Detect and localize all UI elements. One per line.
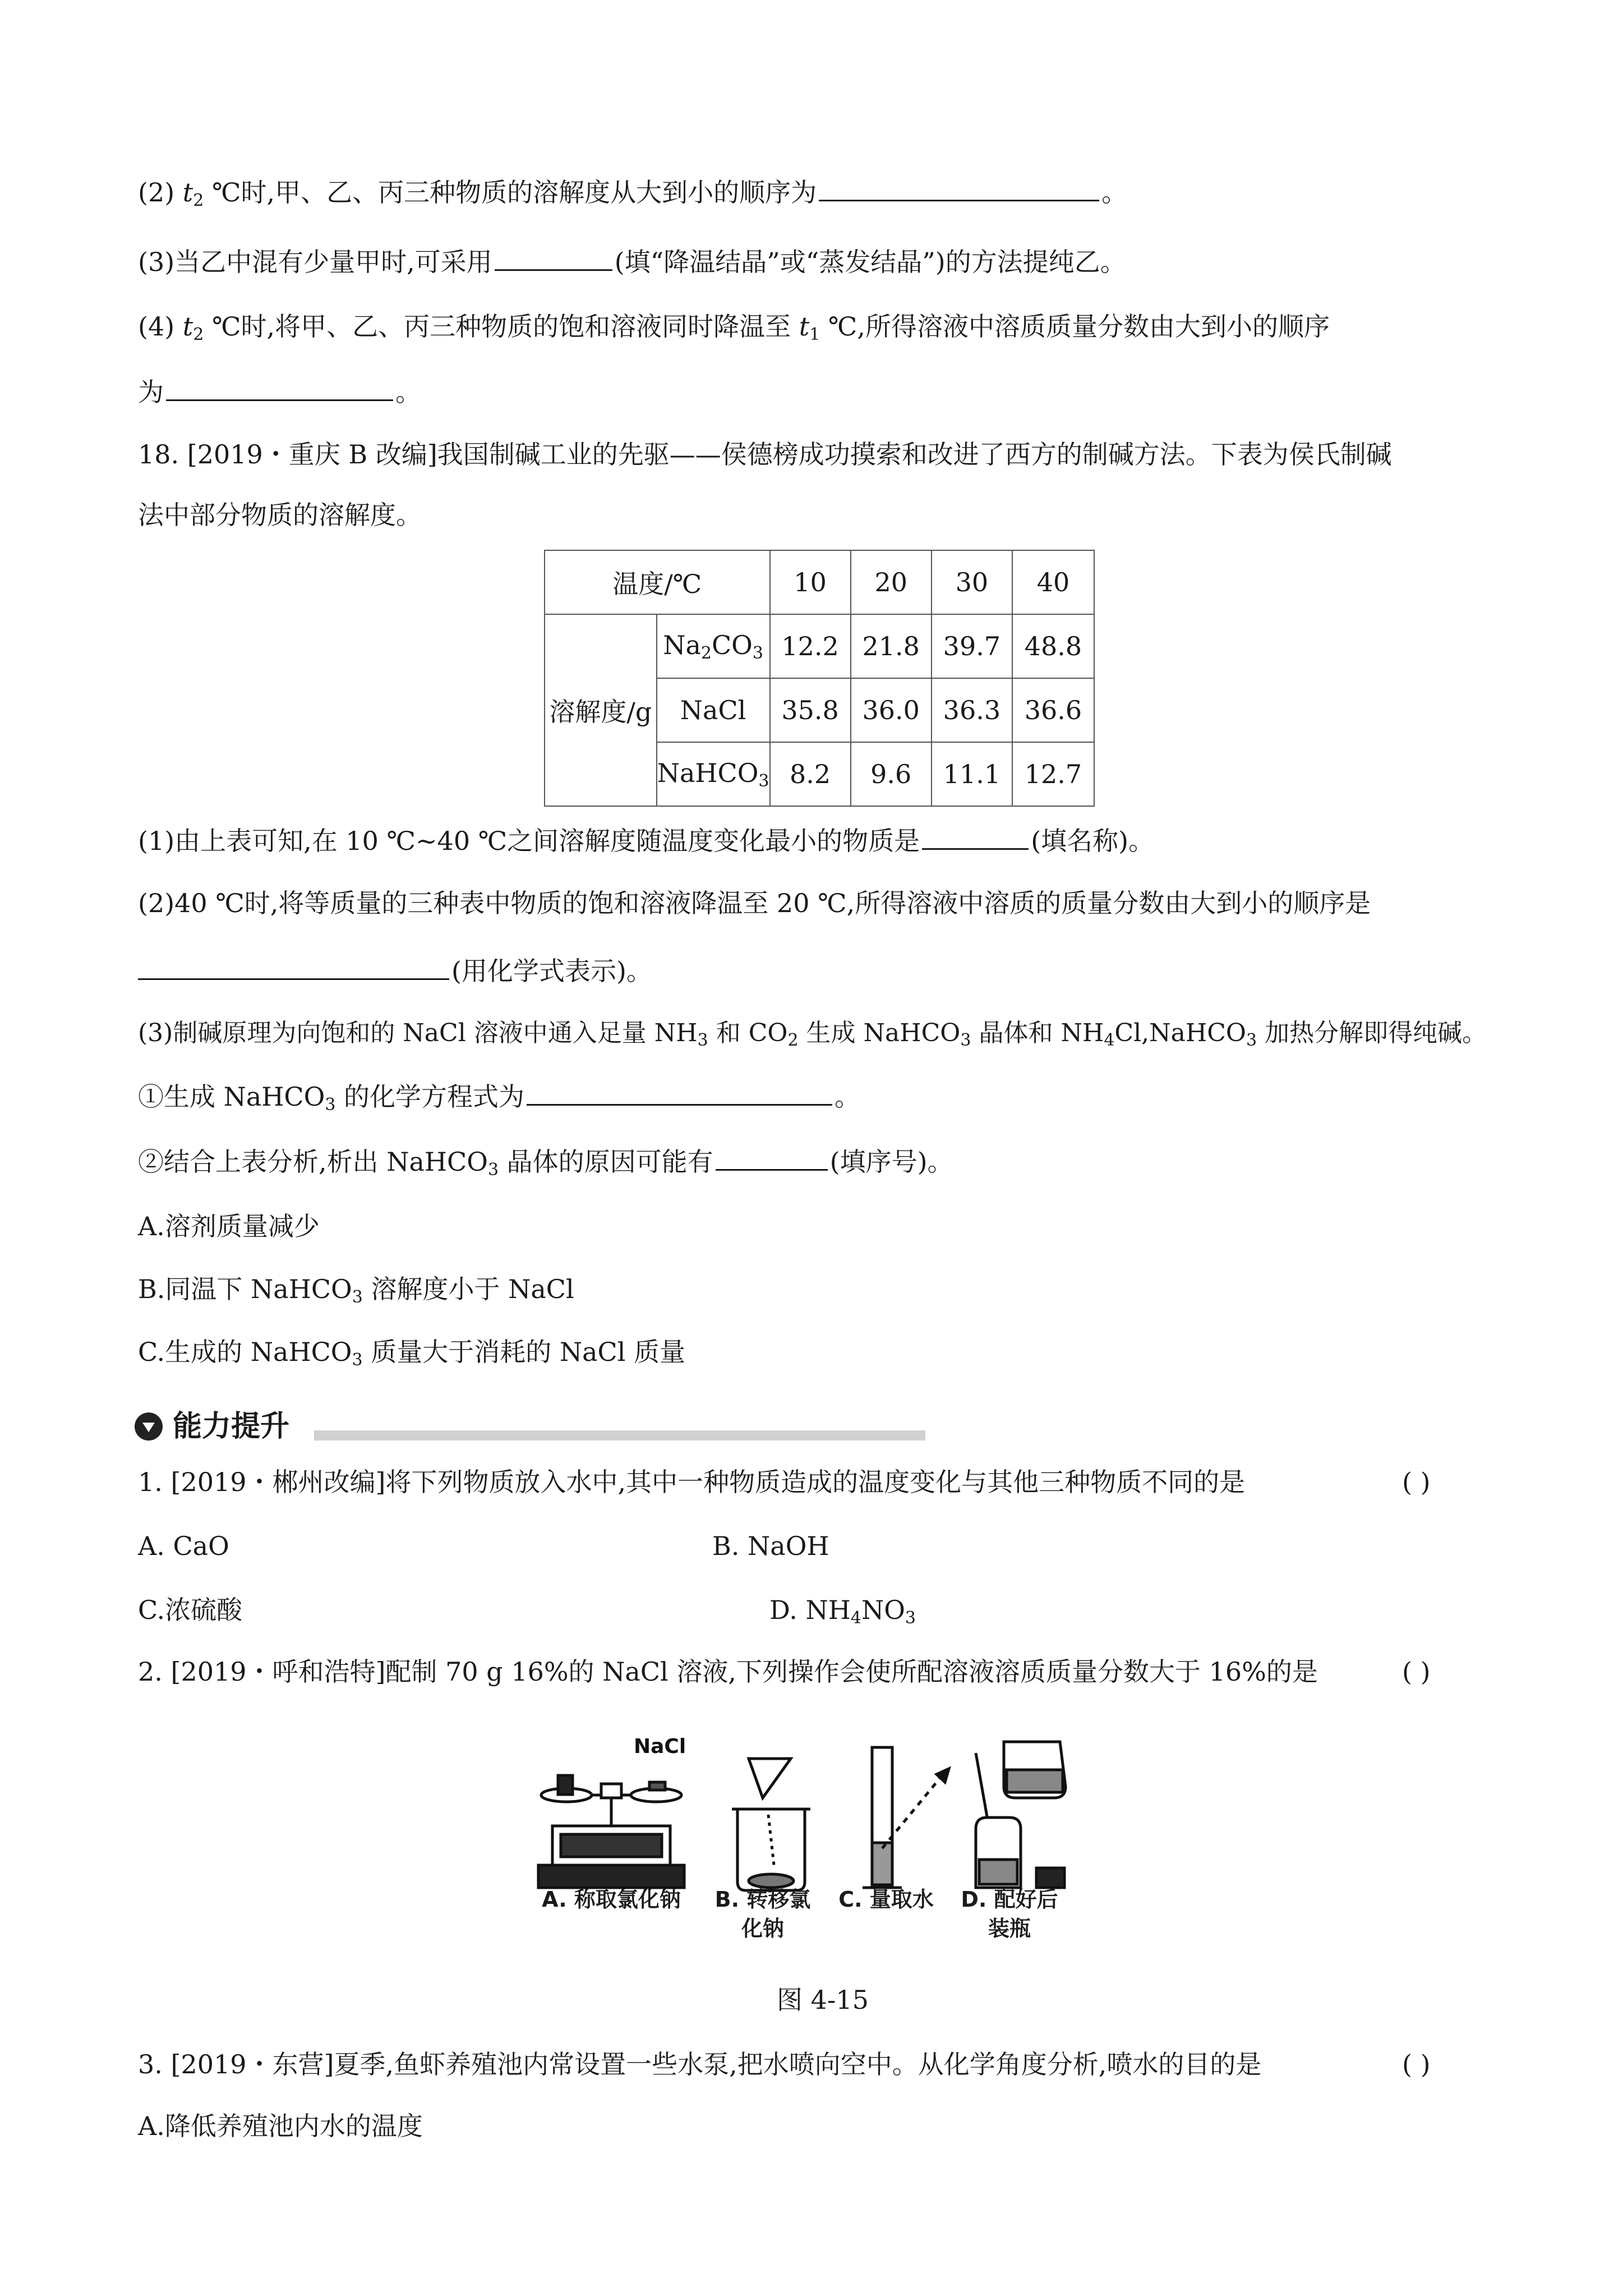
table-header-cell: 30 <box>932 550 1012 614</box>
triangle-down-icon <box>135 1412 163 1441</box>
balance-scale-icon <box>538 1775 684 1888</box>
question-18-part-3: (3)制碱原理为向饱和的 NaCl 溶液中通入足量 $NH_3$ 和 $CO_2$ 生成 NaHCO$_3$ 晶体和 $NH_4Cl,NaHCO_3$ 加热分解即得纯碱。 <box>138 1019 1487 1050</box>
table-cell: 36.6 <box>1012 678 1094 742</box>
table-cell: 39.7 <box>932 614 1012 678</box>
table-header-cell: 10 <box>770 550 851 614</box>
option-a: A.降低养殖池内水的温度 <box>138 2111 423 2141</box>
answer-blank[interactable] <box>819 175 1099 201</box>
table-cell: 8.2 <box>770 742 851 806</box>
question-18-item-1: ①生成 NaHCO$_3$ 的化学方程式为 。 <box>138 1079 860 1122</box>
section-title: 能力提升 <box>173 1410 290 1443</box>
option-d: D. $NH_4NO_3$ <box>769 1595 916 1628</box>
answer-paren[interactable]: ( ) <box>1402 2049 1431 2079</box>
table-row <box>545 614 1094 678</box>
problem-1-stem: 1. [2019・郴州改编]将下列物质放入水中,其中一种物质造成的温度变化与其他三种物质不同的是 <box>138 1467 1246 1497</box>
answer-blank[interactable] <box>922 823 1029 850</box>
table-cell: 9.6 <box>851 742 932 806</box>
figure-label-a: A. 称取氯化钠 <box>542 1887 681 1912</box>
table-cell: 36.0 <box>851 678 932 742</box>
table-header-cell: 40 <box>1012 550 1094 614</box>
table-header-cell: 20 <box>851 550 932 614</box>
problem-3-stem: 3. [2019・东营]夏季,鱼虾养殖池内常设置一些水泵,把水喷向空中。从化学角度分析,喷水的目的是 <box>138 2049 1262 2079</box>
question-18-part-2: (2)40 ℃时,将等质量的三种表中物质的饱和溶液降温至 20 ℃,所得溶液中溶质的质量分数由大到小的顺序是 <box>138 888 1371 918</box>
option-b: B. NaOH <box>712 1531 829 1561</box>
table-header-row <box>545 550 1094 614</box>
answer-paren[interactable]: ( ) <box>1402 1467 1431 1497</box>
table-cell: 21.8 <box>851 614 932 678</box>
lab-operations-figure <box>527 1731 1088 1899</box>
option-c: C.浓硫酸 <box>138 1595 243 1625</box>
figure-label-d: D. 配好后 装瓶 <box>961 1887 1058 1941</box>
option-c: C.生成的 NaHCO$_3$ 质量大于消耗的 NaCl 质量 <box>138 1337 686 1370</box>
solubility-table <box>544 550 1095 807</box>
option-a: A.溶剂质量减少 <box>138 1211 320 1241</box>
figure-label-b: B. 转移氯 化钠 <box>714 1887 811 1941</box>
substance-cell: NaCl <box>657 678 770 742</box>
question-18-stem: 18. [2019・重庆 B 改编]我国制碱工业的先驱——侯德榜成功摸索和改进了西方的制碱方法。下表为侯氏制碱 <box>138 439 1392 470</box>
graduated-cylinder-icon <box>863 1747 949 1888</box>
table-cell: 35.8 <box>770 678 851 742</box>
answer-blank[interactable] <box>495 245 612 271</box>
table-header-label: 温度/℃ <box>545 550 770 614</box>
question-18-item-2: ②结合上表分析,析出 NaHCO$_3$ 晶体的原因可能有 (填序号)。 <box>138 1144 953 1187</box>
figure-caption: 图 4-15 <box>777 1985 869 2015</box>
option-b: B.同温下 NaHCO$_3$ 溶解度小于 NaCl <box>138 1274 574 1307</box>
figure-label-c: C. 量取水 <box>838 1887 934 1912</box>
question-17-part-4-cont: 为 。 <box>138 375 421 409</box>
beaker-icon <box>732 1759 810 1890</box>
substance-cell: $Na_2CO_3$ <box>657 614 770 678</box>
table-cell: 11.1 <box>932 742 1012 806</box>
option-a: A. CaO <box>138 1531 229 1561</box>
question-17-part-2: (2) $t_2$ ℃时,甲、乙、丙三种物质的溶解度从大到小的顺序为 。 <box>138 175 1127 218</box>
question-18-part-1: (1)由上表可知,在 10 ℃~40 ℃之间溶解度随温度变化最小的物质是 (填名称)。 <box>138 823 1154 858</box>
bottle-pouring-icon <box>976 1742 1066 1888</box>
problem-2-stem: 2. [2019・呼和浩特]配制 70 g 16%的 NaCl 溶液,下列操作会使所配溶液溶质质量分数大于 16%的是 <box>138 1657 1318 1687</box>
answer-paren[interactable]: ( ) <box>1402 1657 1431 1687</box>
question-17-part-4: (4) $t_2$ ℃时,将甲、乙、丙三种物质的饱和溶液同时降温至 $t_1$ ℃,所得溶液中溶质质量分数由大到小的顺序 <box>138 311 1330 344</box>
answer-blank[interactable] <box>166 375 393 401</box>
nacl-label: NaCl <box>634 1735 686 1758</box>
section-divider <box>314 1430 925 1441</box>
table-cell: 36.3 <box>932 678 1012 742</box>
table-cell: 12.7 <box>1012 742 1094 806</box>
table-row-label: 溶解度/g <box>545 614 657 806</box>
question-18-part-2-cont: (用化学式表示)。 <box>138 954 652 988</box>
question-18-stem-cont: 法中部分物质的溶解度。 <box>138 500 422 530</box>
table-cell: 12.2 <box>770 614 851 678</box>
answer-blank[interactable] <box>138 954 449 980</box>
question-17-part-3: (3)当乙中混有少量甲时,可采用 (填“降温结晶”或“蒸发结晶”)的方法提纯乙。 <box>138 245 1126 279</box>
table-cell: 48.8 <box>1012 614 1094 678</box>
substance-cell: NaHCO$_3$ <box>657 742 770 806</box>
answer-blank[interactable] <box>716 1144 828 1171</box>
answer-blank[interactable] <box>527 1079 832 1106</box>
